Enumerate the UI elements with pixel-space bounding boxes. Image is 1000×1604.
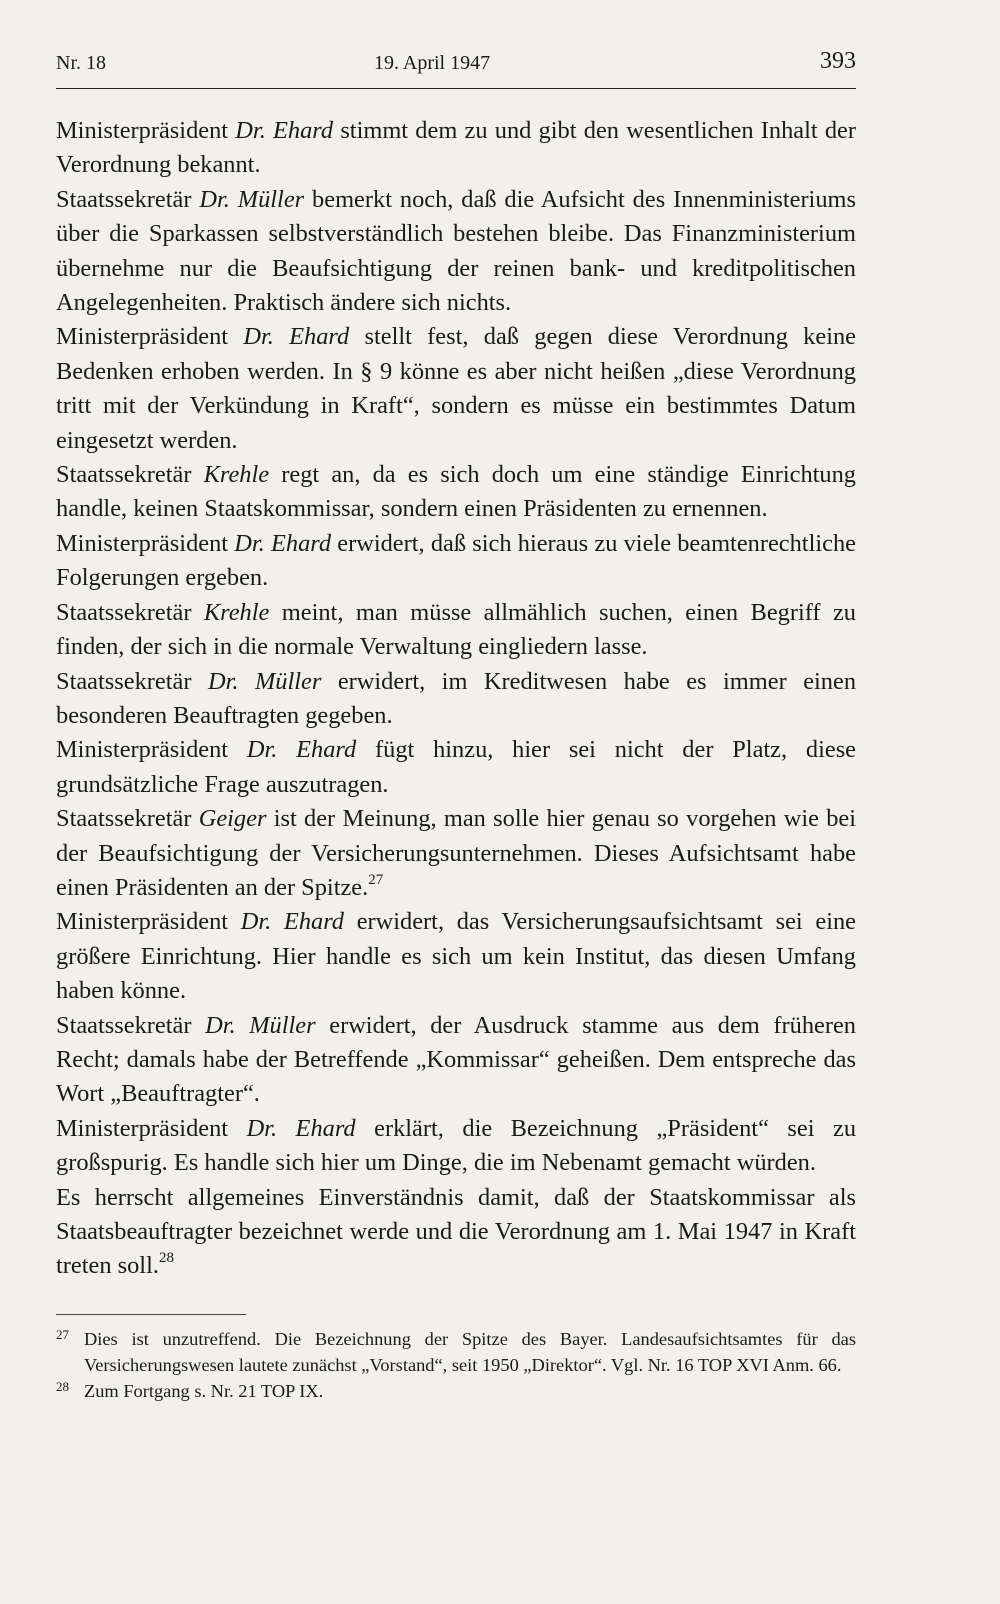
- paragraph: [56, 1181, 856, 1284]
- paragraph-text: ist der Meinung, man solle hier genau so vorgehen wie bei der Beaufsichtigung der Versicherungsunternehmen. Dieses Aufsichtsamt habe einen Präsidenten an der Spitze.: [56, 805, 856, 901]
- speaker-role: Staatssekretär: [56, 185, 200, 213]
- paragraph: [56, 665, 856, 734]
- paragraph-text: erklärt, die Bezeichnung „Präsident“ sei zu großspurig. Es handle sich hier um Dinge, die im Nebenamt gemacht würden.: [56, 1114, 857, 1177]
- footnotes: [56, 1326, 856, 1404]
- paragraph: [56, 320, 856, 458]
- footnote-rule: [56, 1314, 246, 1315]
- paragraph-text: erwidert, daß sich hieraus zu viele beamtenrechtliche Folgerungen ergeben.: [56, 529, 856, 592]
- header-rule: [56, 88, 856, 89]
- paragraph-text: regt an, da es sich doch um eine ständige Einrichtung handle, keinen Staatskommissar, sondern einen Präsidenten zu ernennen.: [56, 461, 856, 523]
- paragraph-text: erwidert, das Versicherungsaufsichtsamt sei eine größere Einrichtung. Hier handle es sich um kein Institut, das diesen Umfang haben könne.: [56, 908, 857, 1005]
- footnote-ref: 28: [158, 1250, 174, 1267]
- paragraph-text: erwidert, der Ausdruck stamme aus dem früheren Recht; damals habe der Betreffende „Kommissar“ geheißen. Dem entspreche das Wort „Beauftragter“.: [56, 1011, 856, 1108]
- footnote-ref: 27: [368, 871, 384, 888]
- paragraph-text: fügt hinzu, hier sei nicht der Platz, diese grundsätzliche Frage auszutragen.: [56, 736, 857, 798]
- speaker-name: Dr. Ehard: [246, 736, 357, 764]
- speaker-name: Dr. Müller: [207, 667, 322, 695]
- paragraph: [56, 1112, 856, 1181]
- protocol-number: Nr. 18: [56, 52, 106, 74]
- speaker-role: Ministerpräsident: [56, 323, 244, 351]
- paragraph: [56, 458, 856, 527]
- speaker-role: Ministerpräsident: [56, 117, 236, 144]
- speaker-name: Dr. Ehard: [243, 323, 350, 351]
- paragraph: [56, 802, 856, 905]
- paragraph-text: erwidert, im Kreditwesen habe es immer einen besonderen Beauftragten gegeben.: [56, 667, 857, 729]
- speaker-name: Dr. Ehard: [240, 908, 345, 936]
- paragraph-text: stimmt dem zu und gibt den wesentlichen Inhalt der Verordnung bekannt.: [56, 117, 857, 179]
- footnote: [56, 1326, 856, 1378]
- paragraph: [56, 183, 856, 321]
- footnote-number: 28: [56, 1379, 69, 1394]
- page-header: [56, 48, 856, 88]
- paragraph-text: bemerkt noch, daß die Aufsicht des Innenministeriums über die Sparkassen selbstverständlich bestehen bleibe. Das Finanzministerium übernehme nur die Beaufsichtigung der reinen bank- und kreditpolitischen Angelegenheiten. Praktisch ändere sich nichts.: [56, 185, 856, 317]
- speaker-role: Staatssekretär: [56, 667, 208, 695]
- speaker-name: Dr. Müller: [205, 1011, 316, 1039]
- speaker-name: Krehle: [203, 461, 270, 489]
- speaker-name: Dr. Müller: [199, 185, 305, 213]
- paragraph: [56, 905, 856, 1008]
- speaker-name: Dr. Ehard: [246, 1114, 356, 1142]
- paragraph: [56, 596, 856, 665]
- speaker-name: Krehle: [203, 598, 270, 626]
- header-date: 19. April 1947: [374, 52, 491, 74]
- paragraph-text: meint, man müsse allmählich suchen, einen Begriff zu finden, der sich in die normale Verwaltung eingliedern lasse.: [56, 598, 856, 661]
- speaker-name: Dr. Ehard: [234, 529, 332, 557]
- footnote-number: 27: [56, 1327, 69, 1342]
- paragraph: [56, 114, 856, 183]
- paragraph: [56, 527, 856, 596]
- body-text: [56, 114, 856, 1284]
- speaker-name: Dr. Ehard: [235, 117, 334, 144]
- footnote-text: Zum Fortgang s. Nr. 21 TOP IX.: [84, 1381, 324, 1401]
- speaker-role: Ministerpräsident: [56, 908, 241, 936]
- speaker-role: Ministerpräsident: [56, 1114, 247, 1142]
- speaker-role: Staatssekretär: [56, 1011, 206, 1039]
- paragraph: [56, 733, 856, 802]
- speaker-role: Staatssekretär: [56, 598, 204, 626]
- paragraph: [56, 1009, 856, 1112]
- paragraph-text: Es herrscht allgemeines Einverständnis damit, daß der Staatskommissar als Staatsbeauftragter bezeichnet werde und die Verordnung am 1. Mai 1947 in Kraft treten soll.: [56, 1183, 856, 1280]
- speaker-role: Ministerpräsident: [56, 529, 235, 557]
- speaker-role: Staatssekretär: [56, 805, 199, 833]
- paragraph-text: stellt fest, daß gegen diese Verordnung keine Bedenken erhoben werden. In § 9 könne es aber nicht heißen „diese Verordnung tritt mit der Verkündung in Kraft“, sondern es müsse ein bestimmtes Datum eingesetzt werden.: [56, 323, 856, 454]
- footnote-text: Dies ist unzutreffend. Die Bezeichnung der Spitze des Bayer. Landesaufsichtsamtes für das Versicherungswesen lautete zunächst „Vorstand“, seit 1950 „Direktor“. Vgl. Nr. 16 TOP XVI Anm. 66.: [84, 1329, 856, 1375]
- speaker-role: Ministerpräsident: [56, 736, 247, 764]
- speaker-role: Staatssekretär: [56, 461, 204, 489]
- footnote: [56, 1378, 856, 1404]
- speaker-name: Geiger: [198, 805, 267, 833]
- page-number: 393: [820, 48, 856, 74]
